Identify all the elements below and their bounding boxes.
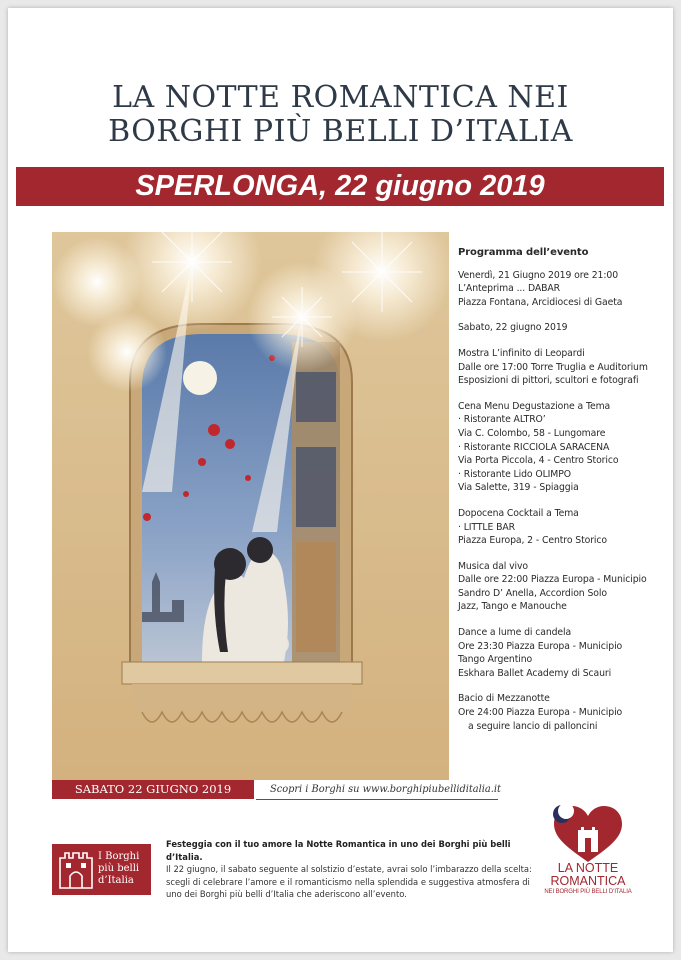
program-line: · LITTLE BAR <box>458 521 516 533</box>
program-line: Piazza Fontana, Arcidiocesi di Gaeta <box>458 296 623 308</box>
program-line: Tango Argentino <box>458 654 533 666</box>
program-section <box>458 626 668 680</box>
program-line: Mostra L’infinito di Leopardi <box>458 347 585 359</box>
notte-logo-line2: ROMANTICA <box>550 874 626 888</box>
program-line: Dalle ore 22:00 Piazza Europa - Municipio <box>458 574 647 586</box>
program-line: Jazz, Tango e Manouche <box>458 601 567 613</box>
notte-logo-line1: LA NOTTE <box>557 861 619 875</box>
borghi-logo-line: d’Italia <box>98 875 134 886</box>
borghi-logo-line: più belli <box>98 863 140 874</box>
program-section <box>458 400 668 495</box>
location-date-banner: SPERLONGA, 22 giugno 2019 <box>16 167 664 206</box>
borghi-logo-text <box>98 851 139 887</box>
program-line: Musica dal vivo <box>458 560 529 572</box>
program-section <box>458 269 668 310</box>
notte-logo-line3: NEI BORGHI PIÙ BELLI D’ITALIA <box>544 889 632 895</box>
program-line: · Ristorante ALTRO’ <box>458 414 546 426</box>
program-line: Bacio di Mezzanotte <box>458 693 550 705</box>
program-line: Piazza Europa, 2 - Centro Storico <box>458 535 608 547</box>
bottom-description <box>166 838 546 901</box>
program-line: Dopocena Cocktail a Tema <box>458 507 579 519</box>
program-line: L’Anteprima ... DABAR <box>458 283 561 295</box>
program-line: Via C. Colombo, 58 - Lungomare <box>458 427 606 439</box>
date-box: SABATO 22 GIUGNO 2019 <box>52 780 254 799</box>
program-section <box>458 507 668 548</box>
notte-romantica-logo-text <box>540 862 636 897</box>
illustration-svg <box>52 232 449 780</box>
program-line: Ore 24:00 Piazza Europa - Municipio <box>458 707 623 719</box>
program-line: Eskhara Ballet Academy di Scauri <box>458 667 612 679</box>
borghi-logo <box>52 844 151 895</box>
program-line: · Ristorante RICCIOLA SARACENA <box>458 441 610 453</box>
poster-title-line1: LA NOTTE ROMANTICA NEI <box>112 80 569 115</box>
program-line: Dance a lume di candela <box>458 627 572 639</box>
program-section <box>458 347 668 388</box>
program-section <box>458 321 668 335</box>
event-program <box>458 246 668 745</box>
program-line: Venerdì, 21 Giugno 2019 ore 21:00 <box>458 269 619 281</box>
website-link-text: Scopri i Borghi su www.borghipiubelliditalia.it <box>270 784 501 795</box>
program-line: Via Salette, 319 - Spiaggia <box>458 482 579 494</box>
program-line: · Ristorante Lido OLIMPO <box>458 468 571 480</box>
castle-icon <box>58 850 94 890</box>
window-illustration <box>52 232 449 780</box>
program-line: Esposizioni di pittori, scultori e fotografi <box>458 375 639 387</box>
bottom-heading: Festeggia con il tuo amore la Notte Romantica in uno dei Borghi più belli d’Italia. <box>166 839 511 862</box>
program-line: Via Porta Piccola, 4 - Centro Storico <box>458 455 619 467</box>
program-line: Dalle ore 17:00 Torre Truglia e Auditorium <box>458 361 648 373</box>
program-line: Cena Menu Degustazione a Tema <box>458 400 611 412</box>
poster-title-line2: BORGHI PIÙ BELLI D’ITALIA <box>108 114 573 149</box>
divider-line <box>256 799 498 800</box>
program-line: Ore 23:30 Piazza Europa - Municipio <box>458 640 623 652</box>
program-line: Sabato, 22 giugno 2019 <box>458 322 568 334</box>
program-section <box>458 560 668 614</box>
program-line: Sandro D’ Anella, Accordion Solo <box>458 587 607 599</box>
program-section <box>458 692 668 733</box>
program-heading: Programma dell’evento <box>458 247 589 258</box>
program-line: a seguire lancio di palloncini <box>468 720 598 732</box>
borghi-logo-line: I Borghi <box>98 851 140 862</box>
bottom-body: Il 22 giugno, il sabato seguente al solstizio d’estate, avrai solo l’imbarazzo della scelta: scegli di celebrare l’amore e il romanticismo nella splendida e suggestiva atmosfera di uno dei Borghi più belli d’Italia che aderiscono all’evento. <box>166 864 532 900</box>
